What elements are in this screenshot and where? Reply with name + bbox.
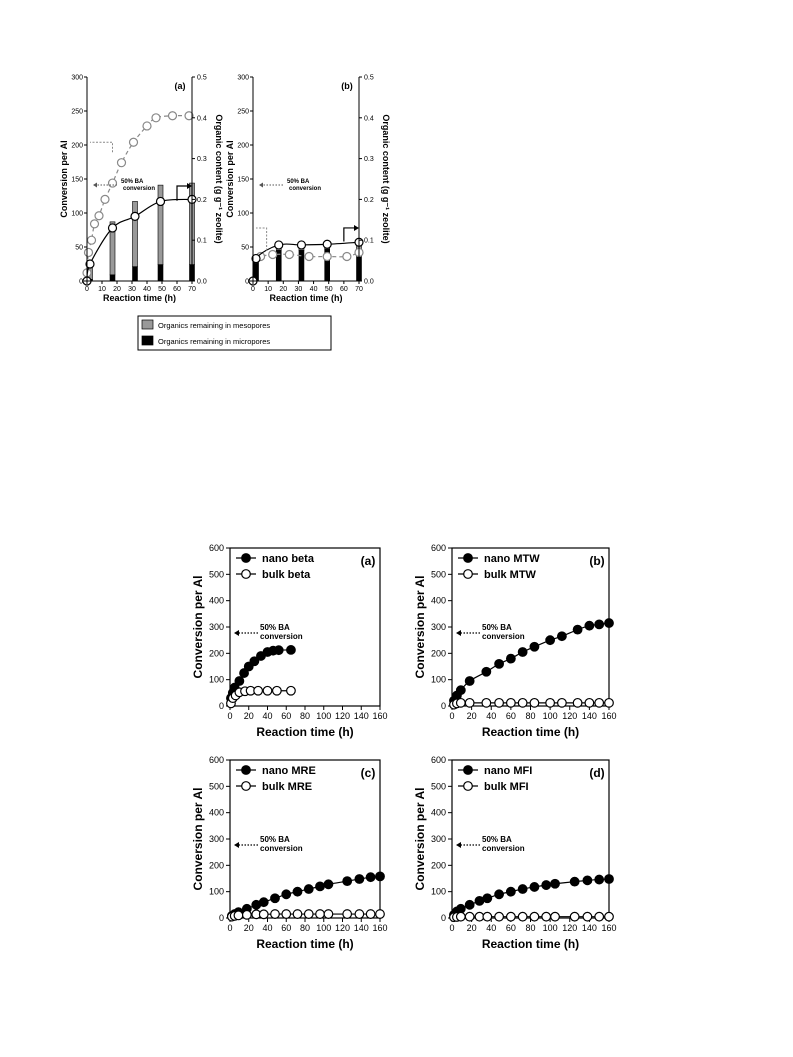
organic-content-point	[101, 195, 109, 203]
x-tick-label: 10	[98, 286, 106, 293]
annotation-text-line2: conversion	[482, 632, 525, 641]
series-point-1	[271, 910, 280, 919]
x-tick-label: 70	[188, 286, 196, 293]
legend-label-1: bulk MTW	[484, 569, 536, 581]
series-point-1	[234, 911, 243, 920]
y-tick-label: 300	[430, 622, 446, 632]
x-tick-label: 10	[264, 286, 273, 293]
series-point-1	[293, 910, 302, 919]
y-tick-label: 200	[208, 860, 224, 871]
x-tick-label: 160	[601, 923, 617, 933]
x-tick-label: 20	[466, 923, 477, 933]
x-tick-label: 40	[309, 286, 318, 293]
panel-label: (d)	[589, 766, 605, 780]
series-point-1	[595, 699, 604, 708]
x-tick-label: 20	[243, 711, 254, 721]
series-point-0	[465, 677, 474, 686]
series-point-0	[482, 667, 491, 676]
y-tick-label: 300	[237, 74, 249, 82]
x-tick-label: 60	[281, 711, 292, 721]
annotation-text: 50% BA	[121, 179, 144, 185]
organic-content-point	[269, 250, 277, 258]
series-point-1	[546, 699, 555, 708]
series-point-0	[558, 632, 567, 641]
series-point-1	[518, 699, 527, 708]
y-tick-label: 100	[430, 674, 446, 685]
y-tick-label: 0	[440, 701, 446, 711]
y-tick-label: 500	[208, 569, 224, 580]
series-point-0	[595, 875, 604, 884]
series-point-0	[271, 894, 280, 903]
series-point-0	[343, 877, 352, 886]
x-axis-label: Reaction time (h)	[102, 293, 177, 303]
series-point-0	[355, 875, 364, 884]
series-point-0	[585, 621, 594, 630]
scatter-panel-5	[413, 755, 617, 951]
series-point-1	[254, 686, 263, 695]
series-point-0	[605, 875, 614, 884]
series-point-1	[530, 912, 539, 921]
series-point-0	[605, 619, 614, 628]
y-tick-label: 150	[237, 176, 249, 184]
panel-label: (b)	[341, 81, 353, 91]
series-point-0	[495, 660, 504, 669]
series-point-0	[316, 882, 325, 891]
series-point-1	[376, 910, 385, 919]
conversion-point	[131, 212, 139, 220]
series-point-0	[457, 686, 466, 695]
y-tick-label: 250	[237, 108, 249, 116]
annotation-arrowhead	[456, 630, 461, 636]
y-tick-label: 50	[241, 244, 249, 252]
series-point-0	[287, 646, 296, 655]
y-axis-label: Conversion per Al	[225, 140, 235, 218]
series-point-0	[293, 887, 302, 896]
y-tick-label: 600	[208, 755, 224, 765]
y-tick-label: 100	[430, 886, 446, 897]
panel-label: (a)	[360, 554, 376, 568]
series-point-1	[495, 699, 504, 708]
x-tick-label: 0	[85, 286, 89, 293]
top-panel-1	[225, 75, 391, 304]
x-tick-label: 40	[143, 286, 151, 293]
annotation-text: 50% BA	[260, 623, 290, 632]
bar-micropores	[110, 275, 115, 281]
x-tick-label: 100	[316, 711, 332, 721]
series-point-0	[530, 883, 539, 892]
x-tick-label: 30	[294, 286, 303, 293]
panel-label: (b)	[589, 554, 605, 568]
series-point-1	[573, 699, 582, 708]
series-point-0	[518, 648, 527, 657]
y-tick-label: 0	[218, 701, 224, 711]
y-tick-label: 200	[430, 860, 446, 871]
y2-tick-label: 0.4	[197, 115, 207, 123]
legend-marker-1	[464, 782, 473, 791]
x-axis-label: Reaction time (h)	[269, 293, 343, 303]
annotation-arrowhead	[93, 183, 97, 188]
x-tick-label: 0	[449, 711, 455, 721]
y-tick-label: 400	[430, 595, 446, 606]
series-point-0	[573, 625, 582, 634]
annotation-text-line2: conversion	[482, 844, 525, 853]
y-tick-label: 400	[430, 807, 446, 818]
series-point-0	[507, 654, 516, 663]
top-panel-0	[59, 75, 224, 304]
x-tick-label: 20	[113, 286, 121, 293]
series-point-1	[263, 686, 272, 695]
x-tick-label: 100	[316, 923, 332, 933]
series-point-1	[465, 912, 474, 921]
series-point-1	[507, 912, 516, 921]
series-point-0	[546, 636, 555, 645]
series-point-1	[465, 699, 474, 708]
series-line-0	[452, 623, 609, 706]
series-point-1	[495, 912, 504, 921]
series-point-0	[259, 898, 268, 907]
annotation-arrowhead	[456, 842, 461, 848]
y-tick-label: 0	[79, 278, 83, 286]
axis-pointer-black	[344, 228, 354, 242]
conversion-point	[297, 241, 305, 249]
y-axis-label: Conversion per Al	[413, 575, 427, 679]
x-tick-label: 0	[227, 923, 233, 933]
annotation-text: 50% BA	[482, 623, 512, 632]
series-point-1	[282, 910, 291, 919]
x-tick-label: 120	[562, 923, 578, 933]
series-point-1	[605, 699, 614, 708]
series-point-1	[259, 910, 268, 919]
annotation-text: 50% BA	[260, 835, 290, 844]
series-point-1	[558, 699, 567, 708]
series-point-1	[355, 910, 364, 919]
organic-content-point	[130, 138, 138, 146]
series-point-1	[287, 686, 296, 695]
series-point-0	[595, 620, 604, 629]
x-tick-label: 160	[601, 711, 617, 721]
x-tick-label: 40	[486, 711, 497, 721]
series-point-1	[483, 912, 492, 921]
legend-label-0: nano MTW	[484, 553, 540, 565]
y-tick-label: 200	[430, 648, 446, 659]
annotation-text: 50% BA	[287, 179, 310, 185]
series-point-0	[235, 677, 244, 686]
series-point-1	[551, 912, 560, 921]
annotation-arrowhead	[234, 630, 239, 636]
series-point-1	[304, 910, 313, 919]
y-tick-label: 100	[237, 210, 249, 218]
legend-label-1: bulk MFI	[484, 781, 529, 793]
y-tick-label: 0	[218, 913, 224, 923]
x-tick-label: 0	[251, 286, 255, 293]
x-tick-label: 120	[334, 923, 351, 933]
scatter-panel-3	[413, 543, 617, 739]
series-point-0	[465, 901, 474, 910]
y2-tick-label: 0.1	[364, 237, 374, 245]
y-tick-label: 500	[430, 569, 446, 580]
y2-tick-label: 0.0	[364, 278, 374, 286]
y-tick-label: 400	[208, 595, 224, 606]
x-tick-label: 100	[542, 923, 558, 933]
series-point-0	[366, 873, 375, 882]
x-axis-label: Reaction time (h)	[256, 937, 354, 951]
y-tick-label: 300	[208, 622, 224, 632]
x-tick-label: 160	[372, 923, 388, 933]
x-tick-label: 20	[279, 286, 288, 293]
organic-content-point	[152, 114, 160, 122]
axis-pointer-black-head	[354, 225, 359, 231]
scatter-panel-2	[191, 543, 388, 739]
organic-content-point	[285, 250, 293, 258]
series-point-0	[304, 885, 313, 894]
series-point-1	[482, 699, 491, 708]
x-tick-label: 140	[353, 711, 369, 721]
organic-content-point	[88, 236, 96, 244]
x-tick-label: 60	[281, 923, 292, 933]
y-tick-label: 250	[71, 108, 83, 116]
y-axis-label: Conversion per Al	[59, 140, 69, 218]
y-tick-label: 300	[208, 834, 224, 844]
x-tick-label: 140	[581, 711, 597, 721]
x-tick-label: 60	[339, 286, 348, 293]
series-point-1	[343, 910, 352, 919]
y-tick-label: 400	[208, 807, 224, 818]
y-tick-label: 150	[71, 176, 83, 184]
x-tick-label: 80	[525, 711, 536, 721]
x-axis-label: Reaction time (h)	[481, 725, 580, 739]
x-axis-label: Reaction time (h)	[256, 725, 354, 739]
y-tick-label: 200	[71, 142, 83, 150]
conversion-point	[323, 240, 331, 248]
conversion-point	[109, 224, 117, 232]
series-point-1	[518, 912, 527, 921]
series-point-0	[518, 885, 527, 894]
legend-label-0: nano MFI	[484, 765, 533, 777]
legend-swatch-mesopores	[142, 320, 153, 329]
x-tick-label: 50	[324, 286, 333, 293]
y-tick-label: 500	[208, 781, 224, 792]
series-point-1	[316, 910, 325, 919]
x-tick-label: 140	[581, 923, 597, 933]
y-tick-label: 600	[208, 543, 224, 553]
x-tick-label: 60	[173, 286, 181, 293]
x-tick-label: 60	[505, 923, 516, 933]
y-tick-label: 600	[430, 543, 446, 553]
y-tick-label: 300	[430, 834, 446, 844]
y2-tick-label: 0.3	[197, 156, 207, 164]
scatter-panel-4	[191, 755, 388, 951]
legend-marker-0	[242, 766, 251, 775]
organic-content-point	[118, 159, 126, 167]
organic-content-point	[305, 253, 313, 261]
legend-label-0: nano beta	[262, 553, 314, 565]
x-tick-label: 80	[299, 711, 311, 721]
series-point-1	[585, 699, 594, 708]
annotation-text-line2: conversion	[260, 844, 303, 853]
legend-marker-0	[242, 554, 251, 563]
series-point-0	[495, 890, 504, 899]
series-point-0	[570, 877, 579, 886]
legend-label-0: nano MRE	[262, 765, 316, 777]
x-tick-label: 40	[262, 711, 273, 721]
series-point-1	[530, 699, 539, 708]
axis-pointer-black	[177, 186, 187, 201]
y-tick-label: 200	[237, 142, 249, 150]
y2-tick-label: 0.1	[197, 237, 207, 245]
legend-marker-0	[464, 554, 473, 563]
x-tick-label: 80	[299, 923, 311, 933]
series-point-0	[551, 879, 560, 888]
y-tick-label: 600	[430, 755, 446, 765]
annotation-text: 50% BA	[482, 835, 512, 844]
panel-label: (a)	[174, 81, 186, 91]
plot-frame	[452, 760, 609, 918]
series-point-1	[583, 912, 592, 921]
bar-micropores	[158, 265, 163, 281]
series-point-0	[376, 872, 385, 881]
y-tick-label: 0	[440, 913, 446, 923]
series-point-1	[595, 912, 604, 921]
y2-tick-label: 0.4	[364, 115, 374, 123]
series-point-1	[507, 699, 516, 708]
annotation-arrowhead	[234, 842, 239, 848]
x-tick-label: 30	[128, 286, 136, 293]
annotation-arrowhead	[259, 183, 263, 188]
conversion-point	[275, 241, 283, 249]
legend-label-mesopores: Organics remaining in mesopores	[158, 321, 271, 330]
x-tick-label: 40	[262, 923, 273, 933]
organic-content-point	[343, 253, 351, 261]
organic-content-point	[143, 122, 151, 130]
series-point-0	[583, 876, 592, 885]
y-tick-label: 50	[75, 244, 83, 252]
organic-content-point	[109, 179, 117, 187]
legend-marker-1	[242, 782, 251, 791]
organic-content-point	[91, 220, 99, 228]
x-tick-label: 70	[355, 286, 363, 293]
legend-marker-1	[242, 570, 251, 579]
x-tick-label: 50	[158, 286, 166, 293]
x-tick-label: 160	[372, 711, 388, 721]
organic-content-point	[85, 248, 93, 256]
x-tick-label: 80	[525, 923, 536, 933]
series-point-1	[243, 911, 252, 920]
y2-tick-label: 0.5	[364, 74, 374, 82]
y-tick-label: 100	[208, 674, 224, 685]
organic-content-point	[323, 253, 331, 261]
series-point-1	[605, 912, 614, 921]
x-tick-label: 20	[466, 711, 477, 721]
y-axis-label: Conversion per Al	[191, 575, 205, 679]
legend-marker-0	[464, 766, 473, 775]
series-point-1	[273, 686, 282, 695]
panel-label: (c)	[360, 766, 376, 780]
legend-label-1: bulk beta	[262, 569, 311, 581]
annotation-text-line2: conversion	[123, 186, 156, 192]
x-tick-label: 0	[227, 711, 233, 721]
y2-tick-label: 0.2	[364, 196, 374, 204]
y-tick-label: 100	[71, 210, 83, 218]
conversion-line	[253, 242, 359, 281]
x-axis-label: Reaction time (h)	[481, 937, 580, 951]
x-tick-label: 120	[334, 711, 351, 721]
series-point-1	[542, 912, 551, 921]
legend-swatch-micropores	[142, 336, 153, 345]
legend-label-1: bulk MRE	[262, 781, 313, 793]
y-tick-label: 100	[208, 886, 224, 897]
bar-mesopores	[133, 201, 138, 266]
y2-tick-label: 0.5	[197, 74, 207, 82]
y-axis-label: Conversion per Al	[413, 787, 427, 891]
series-point-1	[366, 910, 375, 919]
axis-pointer-grey	[256, 228, 267, 250]
series-point-0	[274, 646, 283, 655]
series-point-1	[324, 910, 333, 919]
y2-tick-label: 0.3	[364, 156, 374, 164]
series-point-1	[457, 912, 466, 921]
y-tick-label: 200	[208, 648, 224, 659]
x-tick-label: 60	[505, 711, 516, 721]
conversion-line	[87, 199, 192, 281]
series-point-1	[457, 699, 466, 708]
y2-axis-label: Organic content (g g⁻¹ zeolite)	[381, 114, 391, 244]
x-tick-label: 100	[542, 711, 558, 721]
organic-content-point	[95, 212, 103, 220]
annotation-text-line2: conversion	[289, 186, 322, 192]
y2-tick-label: 0.0	[197, 278, 207, 286]
y-tick-label: 500	[430, 781, 446, 792]
series-point-0	[530, 642, 539, 651]
legend-marker-1	[464, 570, 473, 579]
x-tick-label: 40	[486, 923, 497, 933]
bar-legend	[138, 316, 331, 350]
x-tick-label: 120	[562, 711, 578, 721]
series-point-0	[507, 887, 516, 896]
y2-tick-label: 0.2	[197, 196, 207, 204]
y-axis-label: Conversion per Al	[191, 787, 205, 891]
organic-content-point	[169, 112, 177, 120]
axis-pointer-grey	[90, 142, 113, 152]
series-point-1	[570, 912, 579, 921]
y-tick-label: 0	[245, 278, 249, 286]
series-point-0	[282, 890, 291, 899]
legend-label-micropores: Organics remaining in micropores	[158, 337, 271, 346]
series-point-0	[324, 880, 333, 889]
organic-content-line	[87, 116, 189, 273]
conversion-point	[157, 197, 165, 205]
x-tick-label: 20	[243, 923, 254, 933]
series-point-0	[542, 881, 551, 890]
annotation-text-line2: conversion	[260, 632, 303, 641]
x-tick-label: 0	[449, 923, 455, 933]
x-tick-label: 140	[353, 923, 369, 933]
bar-micropores	[133, 267, 138, 281]
series-point-0	[483, 894, 492, 903]
y2-axis-label: Organic content (g g⁻¹ zeolite)	[214, 114, 224, 244]
y-tick-label: 300	[71, 74, 83, 82]
